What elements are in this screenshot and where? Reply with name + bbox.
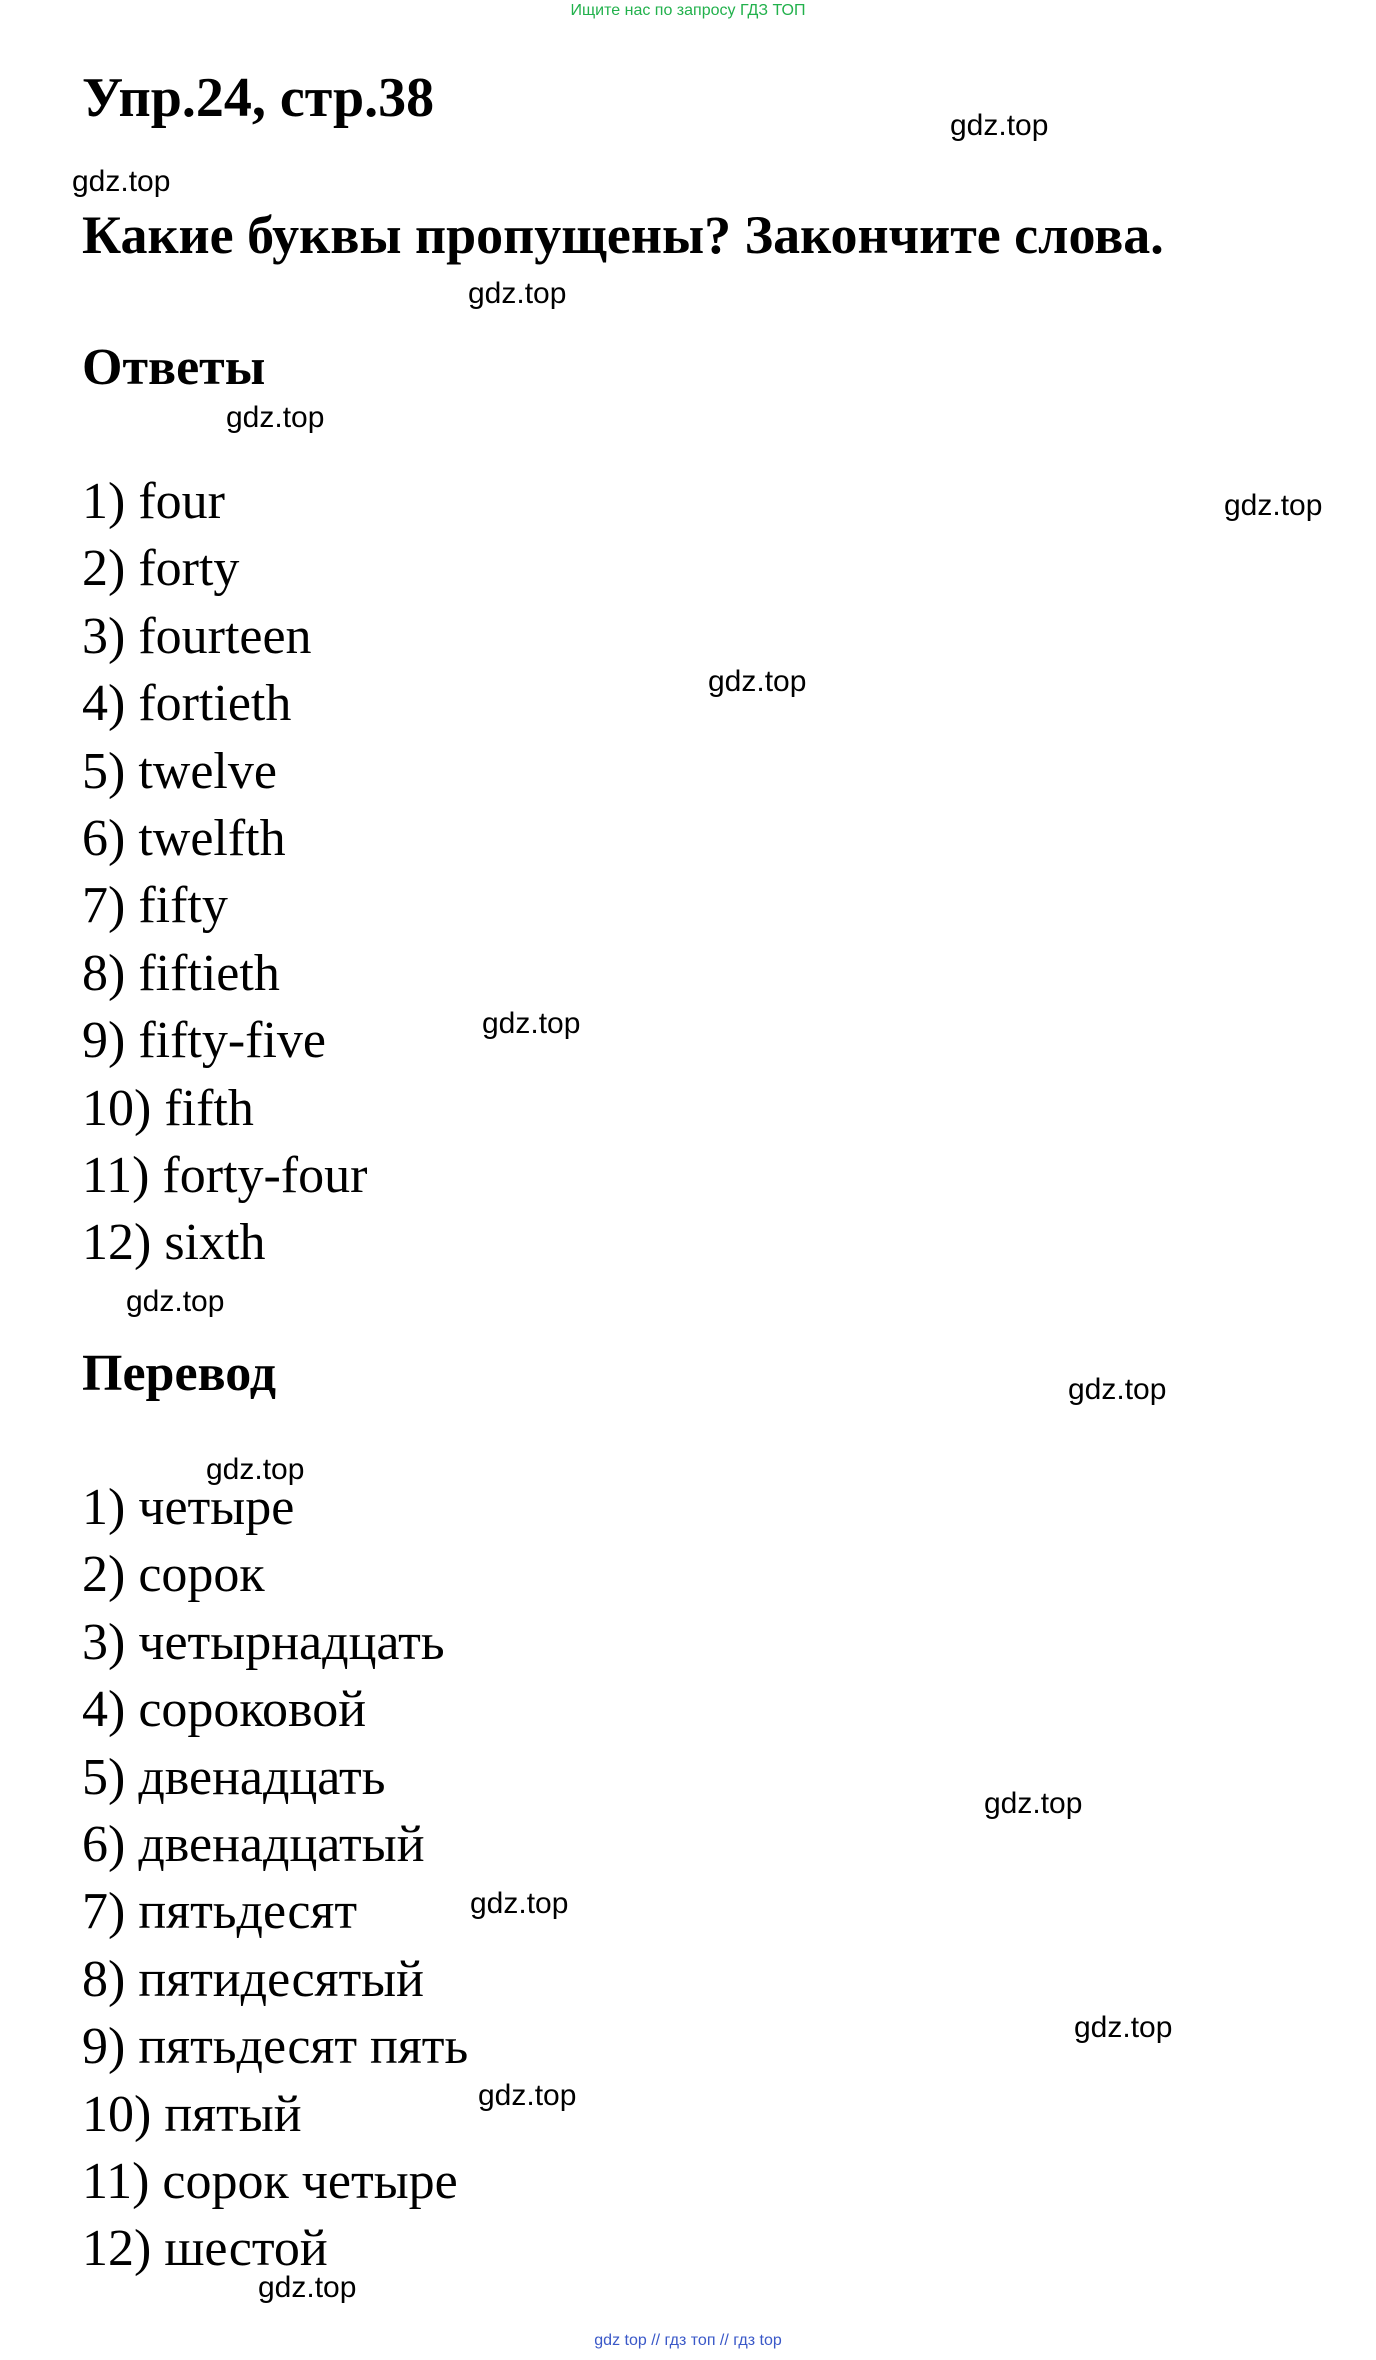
task-instruction: Какие буквы пропущены? Закончите слова. bbox=[82, 205, 1164, 265]
watermark: gdz.top bbox=[478, 2079, 577, 2112]
watermark: gdz.top bbox=[226, 401, 325, 434]
watermark: gdz.top bbox=[708, 665, 807, 698]
watermark: gdz.top bbox=[482, 1007, 581, 1040]
answer-item: 10) fifth bbox=[82, 1079, 254, 1137]
translation-item: 4) сороковой bbox=[82, 1681, 367, 1739]
answer-item: 4) fortieth bbox=[82, 675, 292, 733]
answer-item: 3) fourteen bbox=[82, 607, 312, 665]
watermark: gdz.top bbox=[1074, 2011, 1173, 2044]
answer-item: 2) forty bbox=[82, 540, 240, 598]
translation-item: 5) двенадцать bbox=[82, 1748, 386, 1806]
page-title: Упр.24, стр.38 bbox=[82, 67, 435, 129]
translation-item: 1) четыре bbox=[82, 1479, 295, 1536]
watermark: gdz.top bbox=[470, 1887, 569, 1920]
watermark: gdz.top bbox=[950, 109, 1049, 142]
translation-item: 2) сорок bbox=[82, 1546, 265, 1604]
translation-item: 10) пятый bbox=[82, 2085, 302, 2143]
translation-list bbox=[82, 1474, 468, 2283]
answer-item: 6) twelfth bbox=[82, 810, 286, 868]
answer-item: 9) fifty-five bbox=[82, 1012, 327, 1070]
answer-item: 1) four bbox=[82, 473, 225, 530]
translation-item: 9) пятьдесят пять bbox=[82, 2018, 469, 2076]
translation-item: 8) пятидесятый bbox=[82, 1950, 424, 2008]
answer-item: 5) twelve bbox=[82, 742, 277, 800]
answer-item: 12) sixth bbox=[82, 1214, 266, 1272]
watermark: gdz.top bbox=[206, 1453, 305, 1486]
answer-item: 11) forty-four bbox=[82, 1147, 368, 1205]
answers-heading: Ответы bbox=[82, 339, 266, 396]
watermark: gdz.top bbox=[468, 277, 567, 310]
watermark: gdz.top bbox=[258, 2271, 357, 2304]
watermark: gdz.top bbox=[1068, 1373, 1167, 1406]
translation-item: 12) шестой bbox=[82, 2220, 328, 2278]
watermark: gdz.top bbox=[72, 165, 171, 198]
translation-item: 11) сорок четыре bbox=[82, 2153, 458, 2211]
answer-item: 8) fiftieth bbox=[82, 944, 280, 1002]
translation-item: 3) четырнадцать bbox=[82, 1613, 445, 1671]
translation-heading: Перевод bbox=[82, 1345, 277, 1402]
answer-item: 7) fifty bbox=[82, 877, 228, 935]
footer-links: gdz top // гдз топ // гдз top bbox=[594, 2332, 782, 2349]
translation-item: 6) двенадцатый bbox=[82, 1816, 425, 1874]
watermark: gdz.top bbox=[1224, 489, 1323, 522]
watermark: gdz.top bbox=[984, 1787, 1083, 1820]
watermark: gdz.top bbox=[126, 1285, 225, 1318]
top-banner: Ищите нас по запросу ГДЗ ТОП bbox=[570, 2, 806, 19]
answers-list bbox=[82, 468, 367, 1277]
translation-item: 7) пятьдесят bbox=[82, 1883, 358, 1941]
